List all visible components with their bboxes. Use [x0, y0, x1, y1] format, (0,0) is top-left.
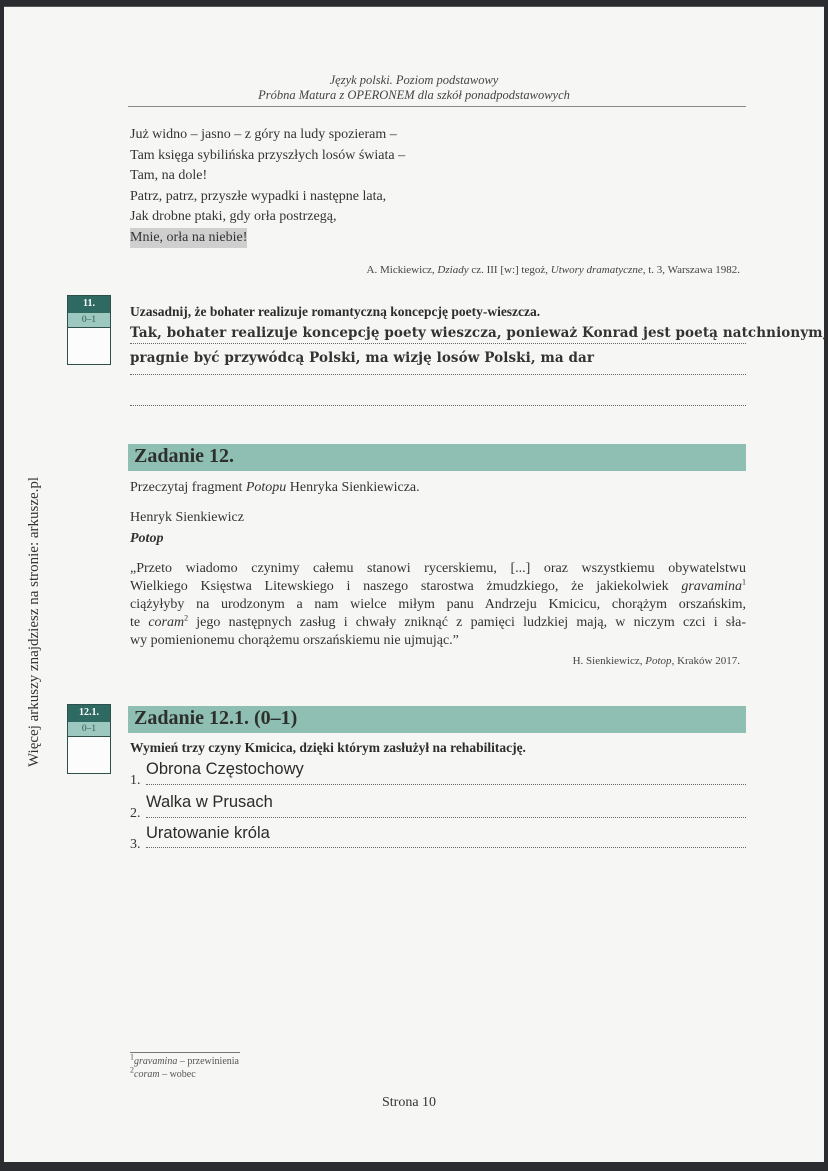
header-divider: [128, 106, 746, 107]
task11-answer-line-1[interactable]: Tak, bohater realizuje koncepcję poety wieszcza, ponieważ Konrad jest poetą natchnionym,: [130, 325, 828, 341]
footnote-1: $^1$gravamina – przewinienia: [130, 1052, 239, 1067]
answer-number: 3.: [130, 837, 141, 852]
task12-1-question: Wymień trzy czyny Kmicica, dzięki którym zasłużył na rehabilitację.: [130, 740, 526, 755]
answer-rule: [130, 343, 746, 344]
task-number: 11.: [68, 296, 110, 312]
excerpt-source: [573, 655, 740, 667]
page-number: Strona 10: [382, 1095, 437, 1110]
task-number: 12.1.: [68, 705, 110, 721]
source-title: Dziady: [437, 264, 469, 276]
footnote-divider: [130, 1052, 240, 1053]
answer-rule: [146, 817, 746, 818]
answer-number: 1.: [130, 773, 141, 788]
header-subject: Język polski. Poziom podstawowy: [329, 73, 499, 87]
poem-line: Tam księga sybilińska przyszłych losów świata –: [130, 147, 406, 163]
source-author: A. Mickiewicz,: [366, 264, 435, 276]
score-entry-field[interactable]: [68, 737, 110, 773]
task12-1-heading-bar: [128, 706, 746, 733]
poem-line: Jak drobne ptaki, gdy orła postrzegą,: [130, 209, 337, 224]
score-box-11: [67, 295, 111, 365]
task12-instruction: [130, 480, 420, 496]
answer-field-3[interactable]: Uratowanie króla: [146, 824, 270, 842]
score-entry-field[interactable]: [68, 328, 110, 364]
quote-line: te coram$^2$ jego następnych zasług i chwały zniknąć z pamięci ludzkiej mają, w niczym czci i sła-: [130, 613, 747, 630]
task12-1-title: Zadanie 12.1. (0–1): [134, 707, 298, 729]
source-collection: Utwory dramatyczne: [550, 264, 643, 276]
excerpt-author: Henryk Sienkiewicz: [130, 510, 244, 525]
task-points: 0–1: [68, 721, 110, 737]
answer-rule: [130, 374, 746, 375]
answer-rule: [146, 847, 746, 848]
poem-line: Tam, na dole!: [130, 168, 208, 183]
source-mid: cz. III [w:] tegoż,: [471, 264, 548, 276]
source-rest: , Kraków 2017.: [671, 655, 740, 667]
footnote-2: $^2$coram – wobec: [130, 1065, 196, 1080]
excerpt-quote: [130, 560, 746, 650]
poem-excerpt: [130, 125, 405, 248]
quote-line: „Przeto wiadomo czynimy całemu stanowi rycerskiemu, [...] oraz wszystkiemu obywatelstwu: [130, 561, 746, 576]
source-title: Potop: [645, 655, 672, 667]
answer-number: 2.: [130, 806, 141, 821]
answer-rule: [146, 784, 746, 785]
task12-title: Zadanie 12.: [134, 445, 235, 467]
quote-line: Wielkiego Księstwa Litewskiego i naszego starostwa żmudzkiego, że jakiekolwiek gravamina$^1$: [130, 577, 746, 594]
poem-line: Już widno – jasno – z góry na ludy spozieram –: [130, 127, 397, 142]
instruction-text: Przeczytaj fragment: [130, 480, 246, 495]
task-points: 0–1: [68, 312, 110, 328]
side-watermark: Więcej arkuszy znajdziesz na stronie: arkusze.pl: [26, 476, 42, 767]
answer-rule: [130, 405, 746, 406]
poem-source: [367, 264, 740, 276]
poem-line-highlighted: Mnie, orła na niebie!: [130, 228, 247, 249]
task11-answer-line-2[interactable]: pragnie być przywódcą Polski, ma wizję losów Polski, ma dar: [130, 350, 595, 366]
header-exam: Próbna Matura z OPERONEM dla szkół ponadpodstawowych: [258, 88, 570, 102]
task11-question: Uzasadnij, że bohater realizuje romantyczną koncepcję poety-wieszcza.: [130, 304, 541, 319]
task12-heading-bar: [128, 444, 746, 471]
instruction-work-title: Potopu: [245, 480, 287, 495]
exam-page: [4, 6, 828, 1162]
source-author: H. Sienkiewicz,: [572, 655, 643, 667]
score-box-12-1: [67, 704, 111, 774]
quote-line: ciążyłyby na urodzonym a nam wielce miłym panu Andrzeju Kmicicu, chorążym orszańskim,: [130, 597, 746, 612]
excerpt-title: Potop: [130, 531, 164, 546]
quote-line: wy pomienionemu chorążemu orszańskiemu nie ujmując.”: [130, 633, 459, 648]
answer-field-2[interactable]: Walka w Prusach: [146, 793, 273, 811]
source-rest: , t. 3, Warszawa 1982.: [642, 264, 740, 276]
instruction-text: Henryka Sienkiewicza.: [286, 480, 420, 495]
poem-line: Patrz, patrz, przyszłe wypadki i następne lata,: [130, 188, 387, 204]
answer-field-1[interactable]: Obrona Częstochowy: [146, 760, 304, 778]
